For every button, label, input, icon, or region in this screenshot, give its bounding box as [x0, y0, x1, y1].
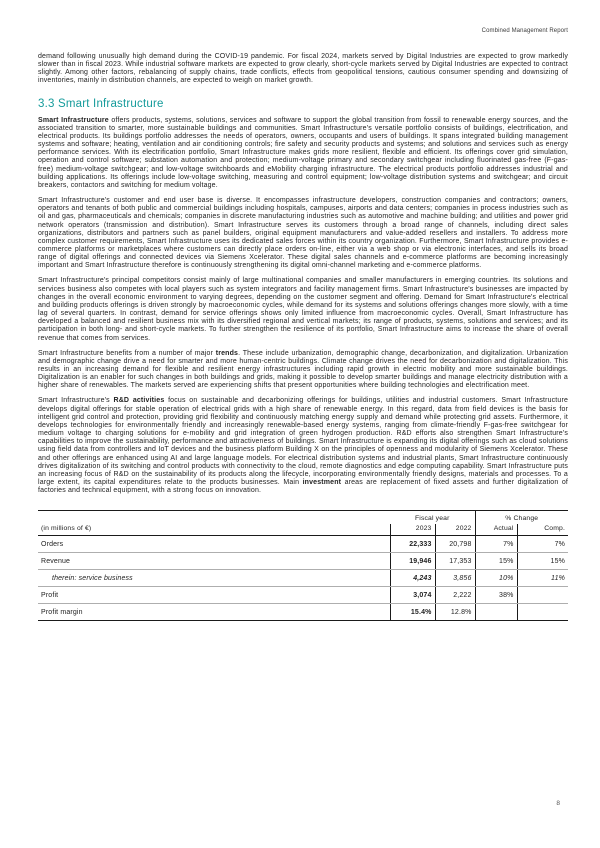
column-header-actual: Actual	[475, 524, 517, 536]
table-row-profit	[38, 587, 568, 604]
investment-bold: investment	[302, 479, 342, 487]
row-label: Orders	[38, 536, 390, 553]
cell-margin-2022: 12.8%	[435, 604, 475, 621]
cell-orders-comp: 7%	[517, 536, 568, 553]
unit-label: (in millions of €)	[38, 524, 390, 536]
trends-bold: trends	[215, 349, 239, 357]
paragraph-lead-bold: Smart Infrastructure	[38, 116, 109, 124]
table-row-revenue	[38, 553, 568, 570]
cell-margin-2023: 15.4%	[390, 604, 435, 621]
paragraph-text: Smart Infrastructure's customer and end user base is diverse. It encompasses infrastructure developers, construction companies and contractors; owners, operators and tenants of both public and commercial buildings including hospitals, campuses, airports and data centers; companies in process industries such as oil and gas, pharmaceuticals and chemicals; companies in discrete manufacturing industries such as automotive and machine building; and utilities and power grid network operators (transmission and distribution). Smart Infrastructure serves its customers through a broad range of channels, including direct sales organizations, distributors and partners such as panel builders, original equipment manufacturers and value-added resellers and installers. To address more complex customer requirements, Smart Infrastructure uses its dedicated sales forces within its country organization. Furthermore, Smart Infrastructure provides e-commerce platforms or marketplaces where customers can directly place orders on-line, either via a web shop or via electronic interfaces, and sells its broad range of digital offerings and connected devices via Siemens Xcelerator. These digital sales channels and e-commerce platforms are becoming increasingly important and Smart Infrastructure therefore is continuously strengthening its digital omni-channel marketing and e-commerce platforms.	[38, 197, 568, 270]
row-label: Profit margin	[38, 604, 390, 621]
cell-revenue-actual: 15%	[475, 553, 517, 570]
column-header-2022: 2022	[435, 524, 475, 536]
paragraph-rd-investment	[38, 397, 568, 495]
row-label: Revenue	[38, 553, 390, 570]
table-column-header-row	[38, 524, 568, 536]
cell-revenue-2023: 19,946	[390, 553, 435, 570]
cell-margin-actual	[475, 604, 517, 621]
table-row-orders	[38, 536, 568, 553]
cell-profit-actual: 38%	[475, 587, 517, 604]
paragraph-text: offers products, systems, solutions, services and software to support the global transition from fossil to renewable energy sources, and the associated transition to smarter, more sustainable buildings and communities. Smart Infrastructure's versatile portfolio consists of buildings, electrification, and electrical products. Its buildings portfolio addresses the needs of operators, owners, occupants and users of buildings. It spans integrated building management systems and software; heating, ventilation and air conditioning controls; fire safety and security products and systems; and solutions and services such as energy performance services. With its electrification portfolio, Smart Infrastructure makes grids more resilient, flexible and efficient. Its offerings cover grid simulation, operation and control software; substation automation and protection; medium-voltage primary and secondary switchgear including fluorinated gas-free (F-gas-free) medium-voltage switchgear; and low-voltage switchboards and eMobility charging infrastructure. The electrical products portfolio addresses industrial and building applications. Its offerings include low-voltage switching, measuring and control equipment; low-voltage distribution systems and switchgear; and circuit breakers, contactors and switching for medium voltage.	[38, 116, 568, 189]
paragraph-portfolio	[38, 117, 568, 190]
cell-profit-2023: 3,074	[390, 587, 435, 604]
paragraph-text: Smart Infrastructure's	[38, 397, 114, 405]
paragraph-text: focus on sustainable and decarbonizing offerings for buildings, utilities and industrial customers. Smart Infrastructure develops digital offerings for stable operation of electrical grids with a high share of renewable energy. In this regard, data from field devices is the basis for intelligent grid control and protection, providing grid flexibility and continuously matching energy supply and demand while protecting grid assets. Furthermore, it develops technologies for environmentally friendly and increasingly renewable-based energy systems, ranging from climate-friendly F-gas-free switchgear for medium voltage to charging solutions for e-mobility and grid integration of green hydrogen production. R&D efforts also strengthen Smart Infrastructure's capabilities to improve the sustainability, performance and attractiveness of buildings. Smart Infrastructure is expanding its digital offerings such as cloud solutions using field data from controllers and IoT devices and the business platform Building X on the principles of openness and modularity of Siemens Xcelerator. These and other offerings are enhanced using AI and large language models. For electrical distribution systems and industrial plants, Smart Infrastructure continuously drives digitalization of its switching and control products with connectivity to the cloud, remote diagnostics and edge computing capability. Smart Infrastructure puts an increasing focus of R&D on the sustainability of its products along the lifecycle, incorporating environmentally friendly designs, materials and processes. To a large extent, its capital expenditures relate to the products businesses. Main	[38, 397, 568, 487]
cell-service-comp: 11%	[517, 570, 568, 587]
fiscal-year-group-header: Fiscal year	[414, 514, 450, 522]
paragraph-text: Smart Infrastructure's principal competitors consist mainly of large multinational companies and smaller manufacturers in emerging countries. Its solutions and services business also competes with local players such as system integrators and facility management firms. Smart Infrastructure's businesses are impacted by changes in the overall economic environment to varying degrees, depending on the customer segment and offering. Demand for Smart Infrastructure's electrical and building products offerings is driven strongly by macroeconomic cycles, while demand for its systems and solutions offerings changes more slowly, with a time lag of several quarters. In contrast, demand for service offerings shows only limited influence from macroeconomic cycles. Overall, Smart Infrastructure has developed a balanced and resilient business mix with its diversified regional and vertical markets; its range of products, systems, solutions and services; and its participation in both long- and short-cycle markets. To further strengthen the resilience of its portfolio, Smart Infrastructure aims to increase the share of overall revenue that comes from services.	[38, 277, 568, 342]
cell-orders-2022: 20,798	[435, 536, 475, 553]
table-row-service-business	[38, 570, 568, 587]
table-row-profit-margin	[38, 604, 568, 621]
cell-revenue-comp: 15%	[517, 553, 568, 570]
cell-margin-comp	[517, 604, 568, 621]
column-header-comp: Comp.	[517, 524, 568, 536]
row-label: Profit	[38, 587, 390, 604]
cell-profit-2022: 2,222	[435, 587, 475, 604]
table-group-header-row	[38, 511, 568, 524]
page-number: 8	[556, 800, 560, 807]
cell-orders-actual: 7%	[475, 536, 517, 553]
empty-cell	[38, 511, 390, 524]
section-heading: 3.3 Smart Infrastructure	[38, 97, 164, 110]
cell-service-2022: 3,856	[435, 570, 475, 587]
paragraph-text: Smart Infrastructure benefits from a number of major	[38, 349, 216, 357]
row-label: therein: service business	[38, 570, 390, 587]
rd-activities-bold: R&D activities	[113, 397, 165, 405]
financial-summary-table	[38, 510, 568, 621]
cell-service-actual: 10%	[475, 570, 517, 587]
paragraph-text: demand following unusually high demand during the COVID-19 pandemic. For fiscal 2024, markets served by Digital Industries are expected to grow markedly slower than in fiscal 2023. While industrial software markets are expected to grow clearly, short-cycle markets served by Digital Industries are expected to contract slightly. Among other factors, rebalancing of supply chains, trade conflicts, effects from geopolitical tensions, cautious consumer spending and downsizing of inventories, mainly in distribution channels, are expected to weigh on market growth.	[38, 53, 568, 85]
pct-change-group-header: % Change	[475, 511, 568, 524]
page-content	[38, 53, 568, 621]
cell-service-2023: 4,243	[390, 570, 435, 587]
running-header: Combined Management Report	[481, 28, 568, 34]
paragraph-text: areas are replacement of fixed assets and further digitalization of factories and technical equipment, with a strong focus on innovation.	[38, 479, 568, 495]
paragraph-market-outlook	[38, 53, 568, 86]
cell-profit-comp	[517, 587, 568, 604]
cell-revenue-2022: 17,353	[435, 553, 475, 570]
paragraph-competitors	[38, 277, 568, 342]
cell-orders-2023: 22,333	[390, 536, 435, 553]
paragraph-text: . These include urbanization, demographic change, decarbonization, and digitalization. Urbanization and demographic change drive a need for smarter and more human-centric buildings. Climate change drives the need for decarbonization and digitalization. This results in an increasing demand for flexible and resilient energy infrastructures including rapid growth in electric mobility and more sustainable buildings. Digitalization is an enabler for such changes in both buildings and grids, making it possible to develop smarter buildings and manage electricity distribution with a higher share of renewables. The markets served are experiencing shifts that present opportunities where building technologies and electrification meet.	[38, 349, 569, 390]
paragraph-customers	[38, 197, 568, 270]
paragraph-trends	[38, 350, 568, 391]
column-header-2023: 2023	[390, 524, 435, 536]
